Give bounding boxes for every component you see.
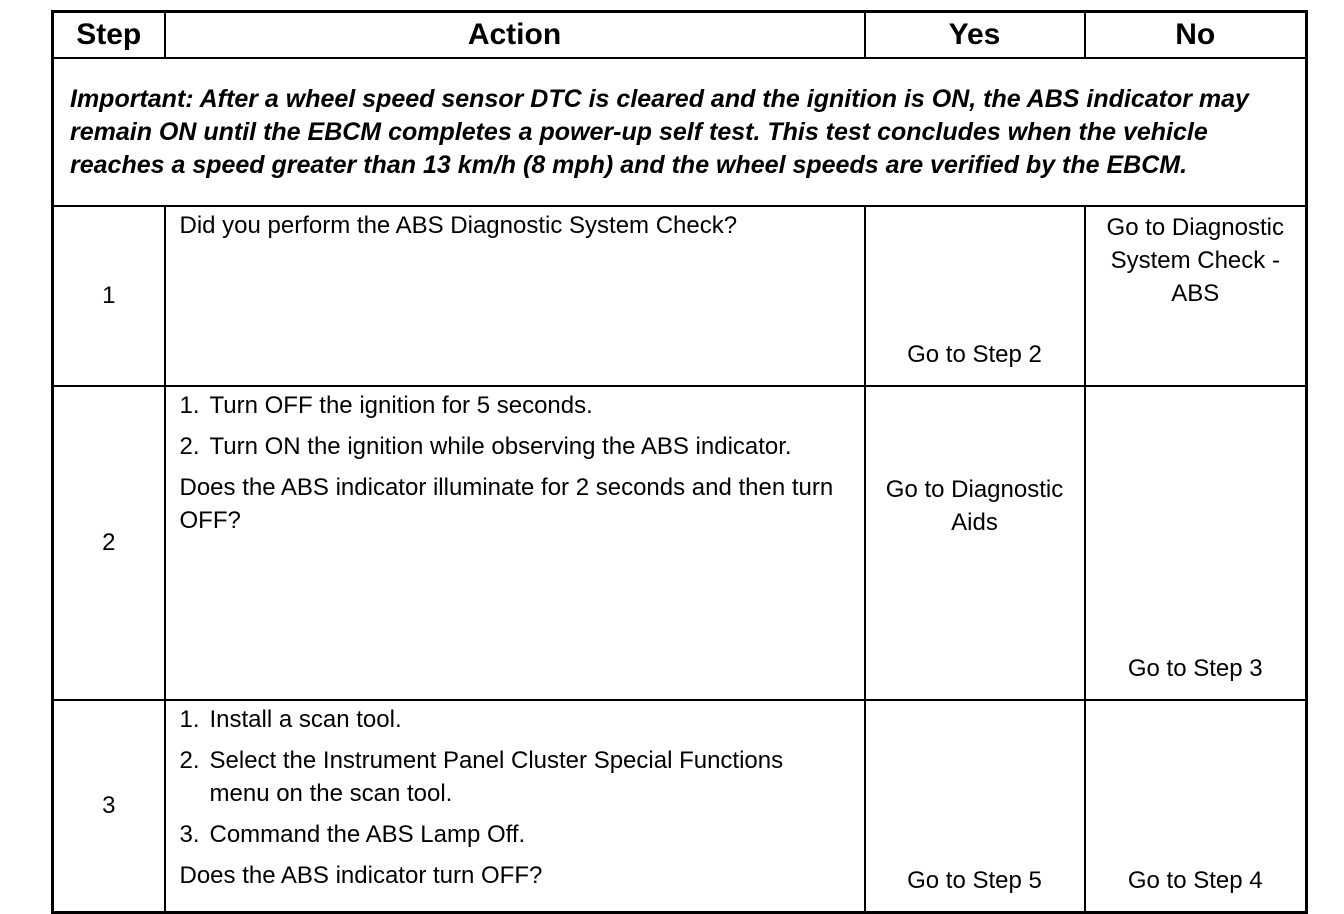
- header-action: Action: [165, 12, 865, 59]
- action-item: [180, 818, 850, 851]
- table-row: [53, 700, 1307, 913]
- action-item-text: Install a scan tool.: [209, 706, 402, 733]
- action-cell: [165, 700, 865, 913]
- action-question: Does the ABS indicator turn OFF?: [179, 862, 543, 889]
- diagnostic-table: [51, 10, 1308, 914]
- yes-result: Go to Step 2: [865, 206, 1085, 386]
- action-item-number: 2.: [179, 747, 200, 774]
- step-number: 1: [53, 206, 165, 386]
- header-yes: Yes: [865, 12, 1085, 59]
- no-result: Go to Step 3: [1085, 386, 1307, 700]
- action-item: [180, 389, 850, 422]
- yes-result: Go to Step 5: [865, 700, 1085, 913]
- action-item-text: Turn ON the ignition while observing the ABS indicator.: [209, 433, 792, 460]
- important-note: Important: After a wheel speed sensor DTC is cleared and the ignition is ON, the ABS indicator may remain ON until the EBCM completes a power-up self test. This test concludes when the vehicle reaches a speed greater than 13 km/h (8 mph) and the wheel speeds are verified by the EBCM.: [53, 58, 1307, 206]
- yes-result: Go to Diagnostic Aids: [865, 386, 1085, 700]
- action-cell: [165, 386, 865, 700]
- action-item-text: Command the ABS Lamp Off.: [209, 821, 526, 848]
- no-result: Go to Step 4: [1085, 700, 1307, 913]
- action-item: [180, 744, 850, 810]
- action-item: [180, 703, 850, 736]
- header-step: Step: [53, 12, 165, 59]
- action-question: Did you perform the ABS Diagnostic System Check?: [179, 212, 738, 239]
- no-result: Go to Diagnostic System Check - ABS: [1085, 206, 1307, 386]
- header-no: No: [1085, 12, 1307, 59]
- table-row: [53, 386, 1307, 700]
- action-item-number: 1.: [179, 706, 200, 733]
- action-item-number: 3.: [179, 821, 200, 848]
- action-item-number: 1.: [179, 392, 200, 419]
- action-question: Does the ABS indicator illuminate for 2 seconds and then turn OFF?: [179, 474, 834, 534]
- step-number: 3: [53, 700, 165, 913]
- action-cell: [165, 206, 865, 386]
- action-item: [180, 430, 850, 463]
- header-row: [53, 12, 1307, 59]
- important-row: [53, 58, 1307, 206]
- table-row: [53, 206, 1307, 386]
- action-item-number: 2.: [179, 433, 200, 460]
- action-item-text: Select the Instrument Panel Cluster Special Functions menu on the scan tool.: [209, 747, 784, 807]
- action-item-text: Turn OFF the ignition for 5 seconds.: [209, 392, 593, 419]
- step-number: 2: [53, 386, 165, 700]
